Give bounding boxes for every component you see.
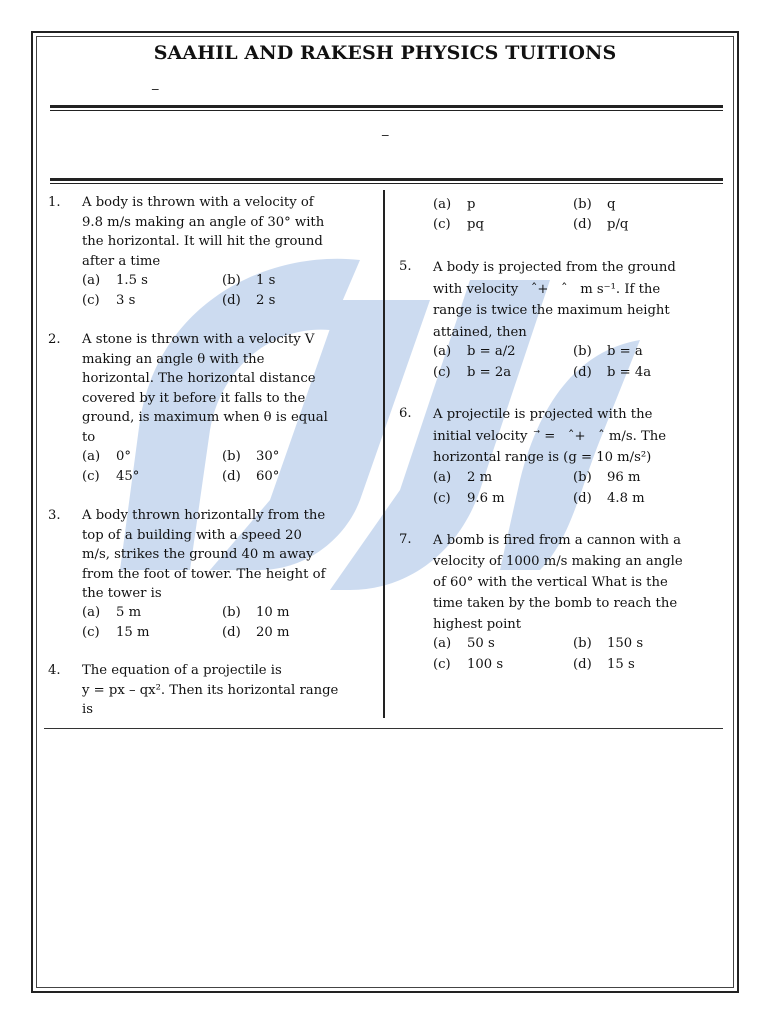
option-text: 30°	[256, 449, 280, 464]
option-text: 3 s	[116, 293, 136, 308]
option-label: (a)	[433, 197, 452, 212]
question-line: horizontal. The horizontal distance	[82, 371, 316, 387]
question-line: A body is thrown with a velocity of	[82, 195, 314, 210]
option-label: (a)	[433, 344, 452, 359]
question-line: the tower is	[82, 586, 162, 602]
option-b	[222, 603, 289, 623]
option-b	[573, 195, 615, 215]
option-c	[433, 489, 505, 509]
question-line: covered by it before it falls to the	[82, 390, 306, 406]
question-line: horizontal range is (g = 10 m/s²)	[433, 450, 652, 465]
option-label: (a)	[82, 605, 101, 620]
option-label: (d)	[573, 491, 592, 506]
option-label: (d)	[573, 365, 592, 380]
option-label: (b)	[573, 344, 592, 359]
option-c	[82, 623, 149, 643]
question-text	[82, 193, 370, 271]
option-text: 4.8 m	[607, 491, 645, 506]
option-text: 20 m	[256, 625, 290, 640]
option-label: (b)	[222, 449, 241, 464]
option-b	[222, 271, 275, 291]
option-label: (c)	[433, 365, 451, 380]
option-text: 10 m	[256, 605, 290, 620]
option-a	[433, 342, 516, 362]
option-label: (c)	[433, 491, 451, 506]
question-line: A body is projected from the ground	[433, 260, 676, 275]
question-text	[433, 404, 721, 469]
question-line: velocity of 1000 m/s making an angle	[433, 554, 683, 569]
option-d	[573, 489, 645, 509]
option-text: p/q	[607, 217, 629, 232]
question-line: from the foot of tower. The height of	[82, 566, 326, 582]
option-label: (a)	[433, 636, 452, 651]
option-c	[82, 467, 139, 487]
option-a	[82, 603, 141, 623]
option-d	[222, 623, 289, 643]
question-text	[433, 257, 721, 343]
question-line: attained, then	[433, 324, 527, 340]
question-text	[82, 661, 370, 720]
question-number: 7.	[399, 532, 412, 547]
question-line: range is twice the maximum height	[433, 303, 670, 318]
option-label: (a)	[433, 470, 452, 485]
question-line: A bomb is fired from a cannon with a	[433, 533, 682, 548]
option-label: (b)	[573, 636, 592, 651]
question-line: is	[82, 702, 93, 718]
question-line: 9.8 m/s making an angle of 30° with	[82, 214, 325, 230]
option-label: (c)	[433, 217, 451, 232]
question-text	[433, 530, 721, 635]
option-c	[82, 291, 135, 311]
option-label: (b)	[573, 470, 592, 485]
option-d	[222, 291, 275, 311]
option-c	[433, 655, 503, 675]
option-c	[433, 215, 484, 235]
question-text	[82, 506, 370, 604]
option-c	[433, 363, 511, 383]
option-label: (c)	[433, 657, 451, 672]
question-number: 6.	[399, 406, 412, 421]
option-label: (c)	[82, 625, 100, 640]
option-a	[82, 447, 131, 467]
question-line: m/s, strikes the ground 40 m away	[82, 547, 314, 563]
option-label: (a)	[82, 449, 101, 464]
option-text: 45°	[116, 469, 140, 484]
option-label: (d)	[222, 293, 241, 308]
question-line: initial velocity ⃗ = ˆ+ ˆ m/s. The	[433, 428, 667, 444]
option-b	[573, 634, 643, 654]
option-text: 60°	[256, 469, 280, 484]
option-text: 1.5 s	[116, 273, 148, 288]
option-label: (b)	[573, 197, 592, 212]
question-text	[82, 330, 370, 448]
option-text: b = 2a	[467, 365, 512, 380]
option-text: pq	[467, 217, 484, 232]
option-text: b = a	[607, 344, 643, 359]
option-text: 100 s	[467, 657, 504, 672]
column-divider	[383, 190, 385, 718]
option-text: 15 m	[116, 625, 150, 640]
question-line: highest point	[433, 617, 522, 632]
option-text: 1 s	[256, 273, 276, 288]
option-a	[433, 195, 475, 215]
question-line: of 60° with the vertical What is the	[433, 575, 668, 590]
option-text: 0°	[116, 449, 131, 464]
option-text: 2 m	[467, 470, 493, 485]
question-line: A stone is thrown with a velocity V	[82, 332, 315, 347]
question-line: The equation of a projectile is	[82, 663, 282, 678]
option-text: 15 s	[607, 657, 635, 672]
question-line: to	[82, 429, 96, 445]
option-label: (d)	[222, 469, 241, 484]
question-line: A projectile is projected with the	[433, 407, 653, 422]
option-b	[573, 342, 643, 362]
option-label: (d)	[573, 217, 592, 232]
question-number: 4.	[48, 663, 61, 678]
question-line: A body thrown horizontally from the	[82, 508, 326, 523]
question-number: 5.	[399, 259, 412, 274]
question-line: y = px – qx². Then its horizontal range	[82, 682, 339, 698]
option-text: p	[467, 197, 476, 212]
option-text: b = 4a	[607, 365, 652, 380]
option-b	[222, 447, 279, 467]
option-text: 50 s	[467, 636, 495, 651]
header-blank-1: _	[152, 76, 159, 91]
option-d	[222, 467, 279, 487]
question-line: with velocity ˆ+ ˆ m s⁻¹. If the	[433, 281, 661, 297]
option-label: (d)	[222, 625, 241, 640]
option-text: 150 s	[607, 636, 644, 651]
question-line: after a time	[82, 253, 161, 269]
header-rule-top	[50, 105, 723, 111]
option-label: (c)	[82, 469, 100, 484]
question-line: ground, is maximum when θ is equal	[82, 410, 328, 426]
option-label: (a)	[82, 273, 101, 288]
question-number: 3.	[48, 508, 61, 523]
option-label: (c)	[82, 293, 100, 308]
option-label: (b)	[222, 605, 241, 620]
page-title: SAAHIL AND RAKESH PHYSICS TUITIONS	[153, 42, 617, 64]
section-end-rule	[44, 728, 723, 729]
option-a	[433, 468, 492, 488]
header-rule-bottom	[50, 178, 723, 184]
question-line: time taken by the bomb to reach the	[433, 596, 678, 611]
option-text: 2 s	[256, 293, 276, 308]
question-line: top of a building with a speed 20	[82, 527, 302, 543]
option-b	[573, 468, 640, 488]
option-label: (b)	[222, 273, 241, 288]
option-label: (d)	[573, 657, 592, 672]
option-d	[573, 215, 628, 235]
header-blank-2: _	[382, 122, 389, 137]
question-line: the horizontal. It will hit the ground	[82, 234, 323, 250]
option-text: 9.6 m	[467, 491, 505, 506]
option-a	[433, 634, 495, 654]
option-text: 96 m	[607, 470, 641, 485]
question-number: 2.	[48, 332, 61, 347]
question-number: 1.	[48, 195, 61, 210]
option-d	[573, 363, 651, 383]
question-line: making an angle θ with the	[82, 351, 265, 367]
option-d	[573, 655, 635, 675]
option-a	[82, 271, 148, 291]
option-text: q	[607, 197, 616, 212]
option-text: b = a/2	[467, 344, 516, 359]
option-text: 5 m	[116, 605, 142, 620]
